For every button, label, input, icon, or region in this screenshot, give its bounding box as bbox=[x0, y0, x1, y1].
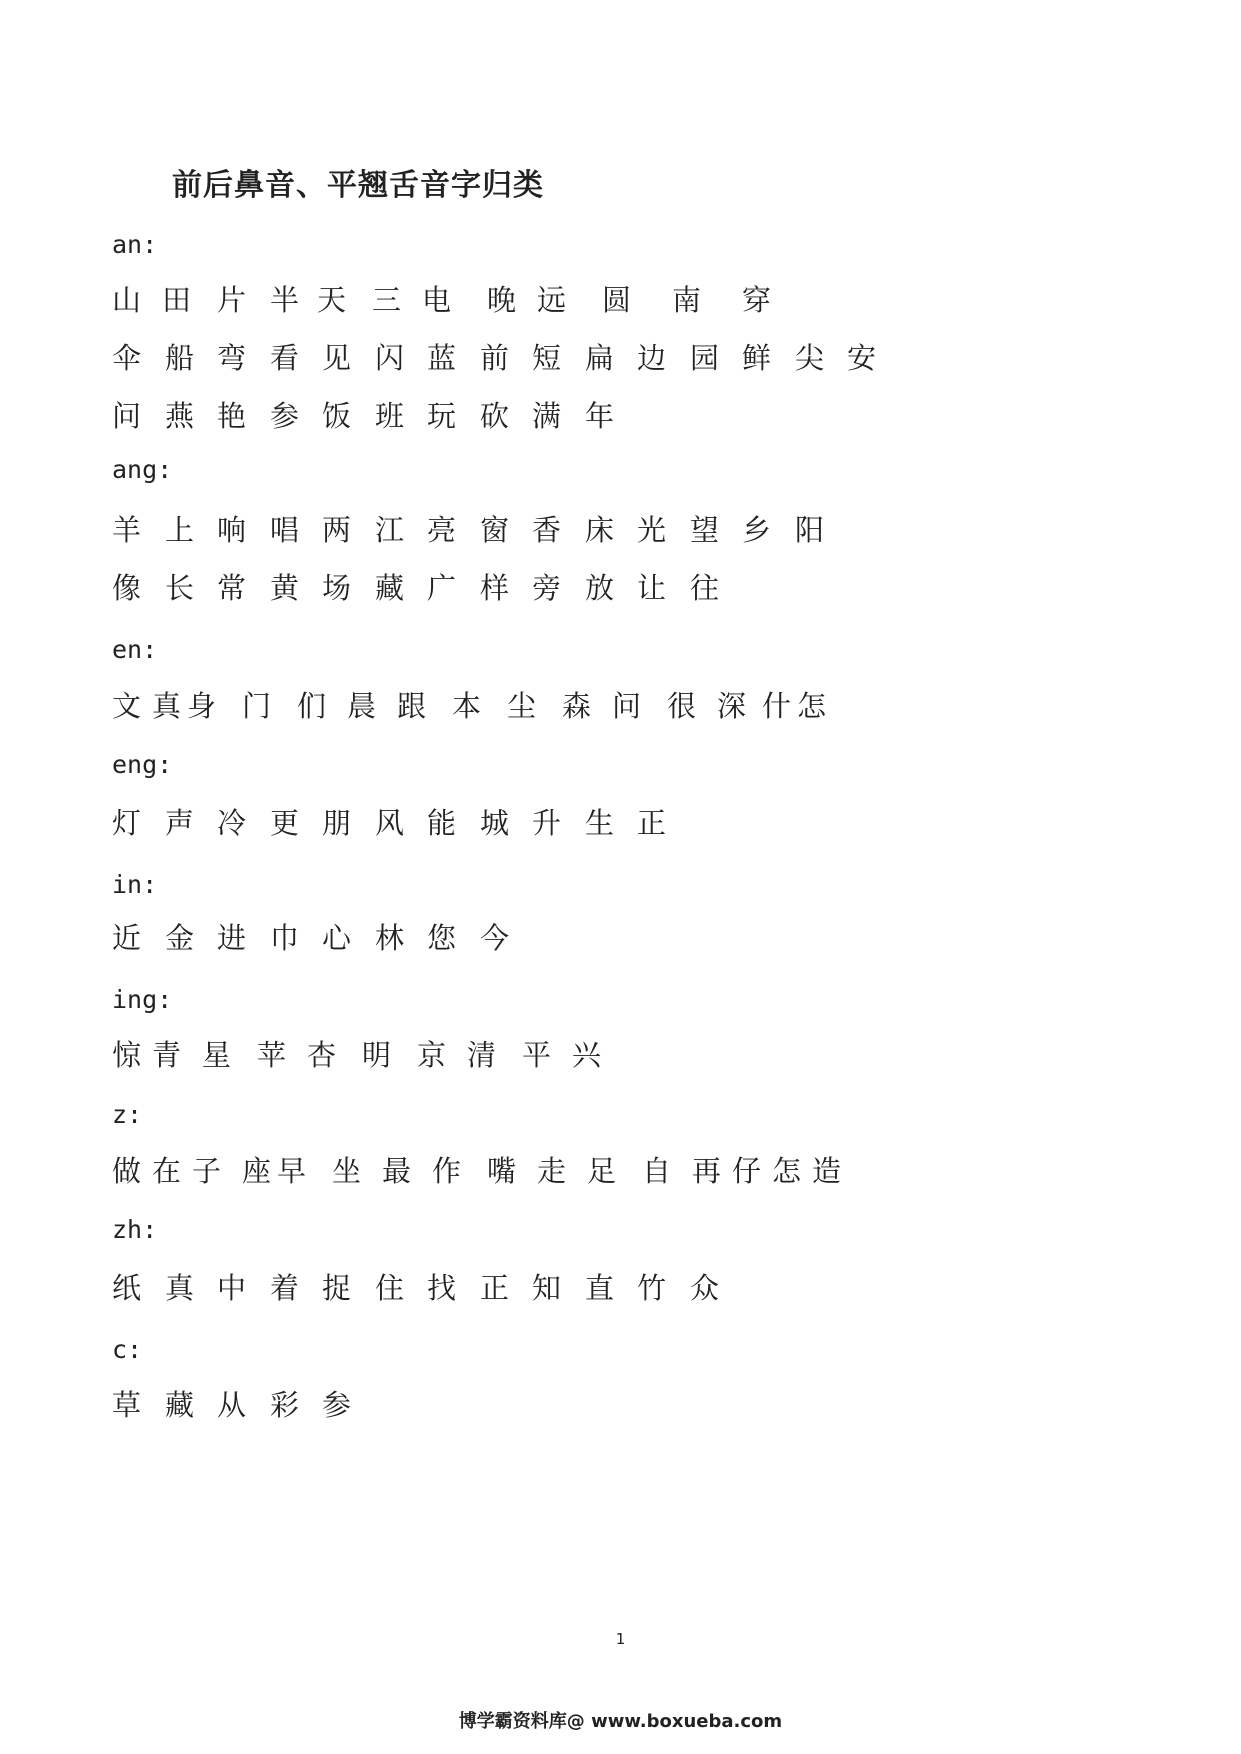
character: 知 bbox=[532, 1271, 562, 1305]
character: 饭 bbox=[322, 399, 352, 433]
section-label: an: bbox=[112, 230, 158, 259]
section-label: ang: bbox=[112, 455, 173, 484]
character: 竹 bbox=[637, 1271, 667, 1305]
character: 穿 bbox=[742, 283, 772, 317]
character: 兴 bbox=[572, 1038, 602, 1072]
character: 林 bbox=[375, 921, 405, 955]
character: 园 bbox=[690, 341, 720, 375]
character: 窗 bbox=[480, 513, 510, 547]
character: 黄 bbox=[270, 571, 300, 605]
character: 杏 bbox=[307, 1038, 337, 1072]
character: 平 bbox=[522, 1038, 552, 1072]
character: 见 bbox=[322, 341, 352, 375]
section-label: zh: bbox=[112, 1215, 158, 1244]
character: 青 bbox=[152, 1038, 182, 1072]
character: 文 bbox=[112, 689, 142, 723]
character: 真 bbox=[165, 1271, 195, 1305]
character: 光 bbox=[637, 513, 667, 547]
character: 什 bbox=[762, 689, 792, 723]
character: 彩 bbox=[270, 1388, 300, 1422]
character: 坐 bbox=[332, 1154, 362, 1188]
character: 着 bbox=[270, 1271, 300, 1305]
character: 场 bbox=[322, 571, 352, 605]
character: 三 bbox=[372, 283, 402, 317]
character: 香 bbox=[532, 513, 562, 547]
character: 天 bbox=[317, 283, 347, 317]
footer-watermark: 博学霸资料库@ www.boxueba.com bbox=[458, 1711, 783, 1732]
character: 问 bbox=[612, 689, 642, 723]
character: 样 bbox=[480, 571, 510, 605]
character: 鲜 bbox=[742, 341, 772, 375]
character: 乡 bbox=[742, 513, 772, 547]
character: 今 bbox=[480, 921, 510, 955]
character: 巾 bbox=[270, 921, 300, 955]
character: 怎 bbox=[797, 689, 827, 723]
character: 跟 bbox=[397, 689, 427, 723]
character: 众 bbox=[690, 1271, 720, 1305]
character: 远 bbox=[537, 283, 567, 317]
character: 片 bbox=[217, 283, 247, 317]
section-label: en: bbox=[112, 635, 158, 664]
character: 本 bbox=[452, 689, 482, 723]
character: 亮 bbox=[427, 513, 457, 547]
character: 您 bbox=[427, 921, 457, 955]
character: 走 bbox=[537, 1154, 567, 1188]
character: 船 bbox=[165, 341, 195, 375]
character: 半 bbox=[270, 283, 300, 317]
character: 放 bbox=[585, 571, 615, 605]
character: 们 bbox=[297, 689, 327, 723]
page-title: 前后鼻音、平翘舌音字归类 bbox=[172, 168, 544, 203]
character: 惊 bbox=[112, 1038, 142, 1072]
character: 清 bbox=[467, 1038, 497, 1072]
character: 做 bbox=[112, 1154, 142, 1188]
character: 弯 bbox=[217, 341, 247, 375]
character: 明 bbox=[362, 1038, 392, 1072]
character: 早 bbox=[277, 1154, 307, 1188]
character: 燕 bbox=[165, 399, 195, 433]
character: 身 bbox=[187, 689, 217, 723]
character: 晚 bbox=[487, 283, 517, 317]
character: 闪 bbox=[375, 341, 405, 375]
character: 短 bbox=[532, 341, 562, 375]
character: 让 bbox=[637, 571, 667, 605]
character: 在 bbox=[152, 1154, 182, 1188]
character: 森 bbox=[562, 689, 592, 723]
character: 两 bbox=[322, 513, 352, 547]
character: 床 bbox=[585, 513, 615, 547]
character: 星 bbox=[202, 1038, 232, 1072]
character: 边 bbox=[637, 341, 667, 375]
section-label: ing: bbox=[112, 985, 173, 1014]
character: 满 bbox=[532, 399, 562, 433]
character: 年 bbox=[585, 399, 615, 433]
character: 中 bbox=[217, 1271, 247, 1305]
character: 嘴 bbox=[487, 1154, 517, 1188]
character: 羊 bbox=[112, 513, 142, 547]
section-label: in: bbox=[112, 870, 158, 899]
character: 往 bbox=[690, 571, 720, 605]
character: 找 bbox=[427, 1271, 457, 1305]
character: 阳 bbox=[795, 513, 825, 547]
character: 捉 bbox=[322, 1271, 352, 1305]
character: 怎 bbox=[772, 1154, 802, 1188]
character: 圆 bbox=[602, 283, 632, 317]
section-label: z: bbox=[112, 1100, 143, 1129]
character: 生 bbox=[585, 806, 615, 840]
character: 正 bbox=[637, 806, 667, 840]
character: 扁 bbox=[585, 341, 615, 375]
character: 直 bbox=[585, 1271, 615, 1305]
character: 参 bbox=[270, 399, 300, 433]
character: 田 bbox=[162, 283, 192, 317]
character: 足 bbox=[587, 1154, 617, 1188]
character: 旁 bbox=[532, 571, 562, 605]
character: 砍 bbox=[480, 399, 510, 433]
character: 深 bbox=[717, 689, 747, 723]
character: 住 bbox=[375, 1271, 405, 1305]
character: 声 bbox=[165, 806, 195, 840]
character: 问 bbox=[112, 399, 142, 433]
character: 城 bbox=[480, 806, 510, 840]
character: 朋 bbox=[322, 806, 352, 840]
character: 藏 bbox=[165, 1388, 195, 1422]
character: 望 bbox=[690, 513, 720, 547]
character: 班 bbox=[375, 399, 405, 433]
character: 藏 bbox=[375, 571, 405, 605]
character: 门 bbox=[242, 689, 272, 723]
character: 造 bbox=[812, 1154, 842, 1188]
character: 广 bbox=[427, 571, 457, 605]
character: 电 bbox=[422, 283, 452, 317]
character: 草 bbox=[112, 1388, 142, 1422]
character: 艳 bbox=[217, 399, 247, 433]
character: 常 bbox=[217, 571, 247, 605]
section-label: c: bbox=[112, 1335, 143, 1364]
character: 仔 bbox=[732, 1154, 762, 1188]
character: 京 bbox=[417, 1038, 447, 1072]
character: 尖 bbox=[795, 341, 825, 375]
character: 像 bbox=[112, 571, 142, 605]
character: 灯 bbox=[112, 806, 142, 840]
character: 最 bbox=[382, 1154, 412, 1188]
character: 进 bbox=[217, 921, 247, 955]
character: 响 bbox=[217, 513, 247, 547]
character: 参 bbox=[322, 1388, 352, 1422]
character: 更 bbox=[270, 806, 300, 840]
character: 很 bbox=[667, 689, 697, 723]
character: 山 bbox=[112, 283, 142, 317]
page-number: 1 bbox=[615, 1630, 626, 1648]
character: 南 bbox=[672, 283, 702, 317]
character: 晨 bbox=[347, 689, 377, 723]
character: 尘 bbox=[507, 689, 537, 723]
character: 金 bbox=[165, 921, 195, 955]
section-label: eng: bbox=[112, 750, 173, 779]
character: 江 bbox=[375, 513, 405, 547]
character: 冷 bbox=[217, 806, 247, 840]
character: 作 bbox=[432, 1154, 462, 1188]
character: 安 bbox=[847, 341, 877, 375]
character: 苹 bbox=[257, 1038, 287, 1072]
character: 唱 bbox=[270, 513, 300, 547]
character: 再 bbox=[692, 1154, 722, 1188]
character: 座 bbox=[242, 1154, 272, 1188]
character: 子 bbox=[192, 1154, 222, 1188]
character: 近 bbox=[112, 921, 142, 955]
character: 看 bbox=[270, 341, 300, 375]
character: 真 bbox=[152, 689, 182, 723]
character: 蓝 bbox=[427, 341, 457, 375]
character: 自 bbox=[642, 1154, 672, 1188]
character: 能 bbox=[427, 806, 457, 840]
character: 正 bbox=[480, 1271, 510, 1305]
character: 玩 bbox=[427, 399, 457, 433]
character: 前 bbox=[480, 341, 510, 375]
character: 长 bbox=[165, 571, 195, 605]
character: 升 bbox=[532, 806, 562, 840]
character: 风 bbox=[375, 806, 405, 840]
character: 从 bbox=[217, 1388, 247, 1422]
character: 伞 bbox=[112, 341, 142, 375]
character: 纸 bbox=[112, 1271, 142, 1305]
character: 心 bbox=[322, 921, 352, 955]
character: 上 bbox=[165, 513, 195, 547]
